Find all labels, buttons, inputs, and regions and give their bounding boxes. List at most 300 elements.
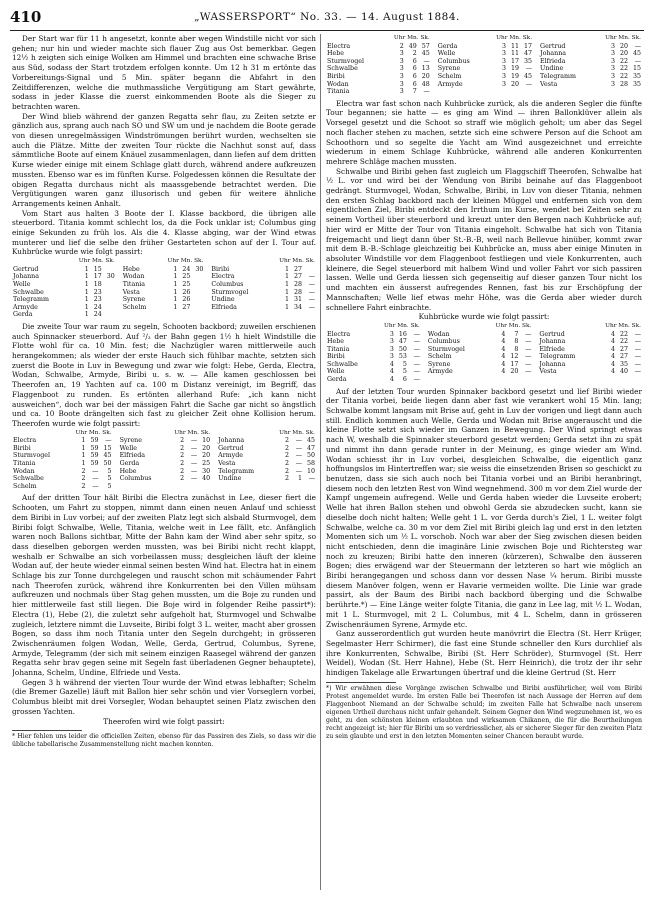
time-cell: 59 — [90, 452, 99, 460]
time-cell: 17 — [511, 57, 520, 65]
time-cell: 28 — [293, 280, 302, 288]
table-row — [12, 311, 316, 319]
table-row — [326, 353, 642, 361]
time-cell: 3 — [389, 338, 394, 346]
time-cell: 1 — [173, 265, 178, 273]
time-cell: 4 — [610, 353, 615, 361]
header-rule — [10, 30, 644, 31]
time-cell: 3 — [610, 80, 615, 88]
time-cell: 19 — [511, 65, 520, 73]
time-cell: — — [295, 437, 302, 445]
table-row — [326, 346, 642, 354]
time-cell: 24 — [93, 303, 102, 311]
boat-name-cell: Columbus — [427, 338, 460, 346]
time-cell: 1 — [84, 265, 89, 273]
boat-name-cell: Schelm — [122, 303, 147, 311]
time-cell: 20 — [511, 80, 520, 88]
boat-name-cell: Undine — [540, 65, 564, 73]
time-cell: 3 — [399, 80, 404, 88]
time-cell: 4 — [610, 330, 615, 338]
time-cell: — — [190, 475, 198, 483]
table-row — [12, 483, 316, 491]
boat-name-cell: Columbus — [211, 280, 244, 288]
time-cell: 35 — [632, 80, 641, 88]
table-row — [326, 361, 642, 369]
time-cell — [191, 311, 204, 319]
boat-name-cell: Telegramm — [540, 72, 576, 80]
time-cell: 47 — [524, 50, 533, 58]
column-header: Uhr Mn. Sk. — [605, 322, 641, 329]
table-row — [12, 475, 316, 483]
time-cell: 1 — [84, 280, 89, 288]
time-cell: 1 — [284, 280, 289, 288]
time-cell: — — [525, 360, 532, 368]
time-cell: — — [525, 353, 532, 361]
paragraph: Ganz ausserordentlich gut wurden heute manövrirt die Electra (St. Herr Krüger, Segelmaster Herr Schirmer), die fast eine Stunde schneller den Kurs durchlief als ihre Konkurrenten, Schwalbe, Biribi (St. Herr Schröder), Sturmvogel (St. Herr Weidel), Wodan (St. Herr Hahne), Hebe (St. Herr Heinrich), die trotz der ihr sehr hindigen Takelage alle Erwartungen übertraf und die kleine Gertrud (St. Herr — [326, 629, 642, 678]
time-cell — [103, 304, 116, 312]
boat-name-cell: Vesta — [122, 288, 140, 296]
boat-name-cell: Gertrud — [539, 330, 565, 338]
time-cell: — — [308, 303, 315, 311]
column-header: Uhr Mn. Sk. — [393, 35, 430, 41]
boat-name-cell: Columbus — [437, 57, 470, 65]
time-cell: — — [308, 280, 315, 288]
time-cell: 1 — [284, 303, 289, 311]
time-cell: 1 — [284, 273, 289, 281]
time-cell — [303, 311, 316, 319]
time-cell — [494, 88, 507, 96]
boat-name-cell: Armyde — [218, 452, 243, 460]
time-cell: 3 — [610, 65, 615, 73]
time-cell: 18 — [93, 280, 102, 288]
time-cell — [290, 483, 303, 491]
table-row — [326, 88, 642, 96]
time-cell: 31 — [293, 296, 302, 304]
time-cell: — — [295, 467, 302, 475]
time-cell: 16 — [398, 330, 407, 338]
time-cell: — — [634, 338, 641, 346]
footnote: *) Wir erwähnen diese Vorgänge zwischen Schwalbe und Biribi ausführlicher, weil vom Biribi Protest angemeldet wurde. Im ersten Falle bei Theerofen ist nach Aussage der Herren auf dem Flaggenboot Niemand an der Schwalbe schuld; im zweiten Falle hat Schwalbe nach unserem eigenen Urtheil durchaus nicht unfair gehandelt. Seinem Gegner den Wind wegzunehmen ist, wo es geht, zu den schönsten kleinen erlaubten und wirksamen Chikanen, die für die Beurtheilungen recht angezeigt ist; hier für Biribi um so verdriesslicher, als er sicherer Sieger für den zweiten Platz zu sein glaubte und erst in den letzten Momenten seiner Chancen beraubt wurde. — [326, 684, 642, 740]
time-cell: 4 — [389, 376, 394, 384]
time-cell: 3 — [399, 57, 404, 65]
time-cell: 3 — [399, 88, 404, 96]
time-cell: 1 — [84, 296, 89, 304]
table-row — [326, 331, 642, 339]
boat-name-cell: Sturmvogel — [427, 345, 465, 353]
time-cell: — — [525, 65, 533, 73]
boat-name-cell: Telegramm — [13, 296, 49, 304]
time-cell: 7 — [412, 88, 417, 96]
time-cell: — — [525, 330, 532, 338]
time-cell — [507, 88, 520, 96]
time-cell: 4 — [610, 368, 615, 376]
time-cell: — — [423, 88, 430, 96]
time-cell: 5 — [107, 467, 112, 475]
results-table-kuhbruecke-1 — [12, 258, 316, 319]
time-cell: — — [413, 330, 420, 338]
time-cell: 24 — [93, 311, 102, 319]
time-cell — [191, 289, 204, 297]
paragraph: Der Start war für 11 h angesetzt, konnte aber wegen Windstille nicht vor sich gehen; nur hin und wieder machte sich flauer Zug aus Ost bemerkbar. Gegen 12½ h zeigten sich einige Wolken am Himmel und brachten eine schwache Brise aus Süd, sodass der Start trotzdem erfolgen konnte. Um 12 h 31 m ertönte das Vorbereitungs-Signal und 5 Min. später begann die Abfahrt in den Zeitdifferenzen, welche die muthmassliche Vergütigung am Start gewährte, sodass in jeder Klasse die zuerst einkommenden Boote als die Sieger zu betrachten waren. — [12, 34, 316, 111]
time-cell: 20 — [619, 42, 628, 50]
time-cell: 5 — [107, 482, 112, 490]
time-cell: — — [634, 330, 641, 338]
boat-name-cell: Elfriede — [539, 345, 565, 353]
boat-name-cell: Electra — [211, 273, 235, 281]
time-cell: 2 — [180, 452, 185, 460]
table-row — [326, 368, 642, 376]
results-table-kuhbruecke-2 — [326, 323, 642, 384]
time-cell — [277, 483, 290, 491]
time-cell: — — [308, 475, 315, 483]
time-cell: 3 — [502, 80, 507, 88]
boat-name-cell: Wodan — [13, 467, 35, 475]
running-head: „WASSERSPORT“ No. 33. — 14. August 1884. — [194, 11, 460, 23]
boat-name-cell: Vesta — [539, 368, 557, 376]
time-cell: 1 — [297, 475, 302, 483]
time-cell: 4 — [501, 368, 506, 376]
table-header-row — [12, 258, 316, 266]
boat-name-cell: Gertrud — [218, 444, 244, 452]
time-cell: 3 — [502, 57, 507, 65]
time-cell: — — [525, 80, 533, 88]
time-cell: 19 — [511, 72, 520, 80]
column-header: Uhr Mn. Sk. — [167, 258, 204, 265]
time-cell: 3 — [502, 65, 507, 73]
time-cell: 4 — [501, 353, 506, 361]
time-cell: 1 — [284, 288, 289, 296]
time-cell: 6 — [412, 65, 417, 73]
time-cell: 2 — [284, 452, 289, 460]
boat-name-cell: Schelm — [427, 353, 452, 361]
time-cell: — — [295, 444, 302, 452]
time-cell — [603, 376, 616, 384]
time-cell: 2 — [180, 460, 185, 468]
footnote-rule — [326, 682, 396, 683]
boat-name-cell: Hebe — [327, 338, 344, 346]
time-cell: — — [308, 296, 315, 304]
time-cell: 3 — [389, 345, 394, 353]
time-cell: — — [413, 353, 420, 361]
column-separator — [320, 34, 321, 890]
column-header: Uhr Mn. Sk. — [605, 35, 641, 41]
right-column — [326, 34, 642, 892]
time-cell: 1 — [84, 303, 89, 311]
time-cell: 5 — [402, 368, 407, 376]
time-cell: 2 — [399, 42, 404, 50]
time-cell: 49 — [408, 42, 417, 50]
time-cell: 3 — [399, 65, 404, 73]
time-cell: 1 — [81, 460, 86, 468]
time-cell: 57 — [421, 42, 430, 50]
boat-name-cell: Wodan — [122, 273, 145, 281]
time-cell: 12 — [510, 353, 519, 361]
time-cell: — — [423, 57, 430, 65]
time-cell: 47 — [398, 338, 407, 346]
time-cell: — — [190, 437, 198, 445]
time-cell: 3 — [610, 50, 615, 58]
time-cell: 53 — [398, 353, 407, 361]
paragraph: Theerofen wird wie folgt passirt: — [103, 716, 225, 726]
time-cell: 22 — [619, 57, 628, 65]
boat-name-cell: Schwalbe — [13, 475, 44, 483]
boat-name-cell: Johanna — [13, 273, 39, 281]
time-cell: 6 — [412, 57, 417, 65]
time-cell: 3 — [610, 72, 615, 80]
boat-name-cell: Syrene — [122, 296, 146, 304]
time-cell: — — [413, 345, 420, 353]
boat-name-cell — [427, 376, 493, 384]
boat-name-cell: Welle — [13, 280, 31, 288]
time-cell: 2 — [81, 467, 86, 475]
time-cell: — — [295, 460, 302, 468]
boat-name-cell: Hebe — [327, 50, 344, 58]
page-number: 410 — [10, 8, 42, 26]
time-cell: 35 — [524, 57, 533, 65]
time-cell: 20 — [510, 368, 519, 376]
time-cell: 20 — [202, 444, 211, 452]
time-cell — [185, 483, 198, 491]
time-cell: 4 — [501, 360, 506, 368]
time-cell: 30 — [106, 273, 115, 281]
time-cell: 27 — [293, 265, 302, 273]
boat-name-cell — [119, 483, 173, 491]
time-cell: 50 — [398, 345, 407, 353]
time-cell: 45 — [632, 50, 641, 58]
time-cell: 20 — [202, 452, 211, 460]
paragraph: Die zweite Tour war raum zu segeln, Schooten backbord; zuweilen erschienen auch Spinnacker steuerbord. Auf ²/₃ der Bahn gegen 1½ h hielt Windstille die Flotte wohl für ca. 10 Min. fest; die Nachzügler waren mittlerweile auch herangekommen; als wieder der erste Hauch sich fühlbar machte, setzten sich zuerst die Boote in Luv in Bewegung und zwar wie folgt: Hebe, Gerda, Electra, Wodan, Schwalbe, Armyde, Biribi u. s. w. — Alle kamen geschlossen bei Theerofen an, 19 Yachten auf ca. 100 m Distanz vereinigt, im Begriff, das Flaggenboot zu runden. Es ertönten allerhand Rufe: „ich kann nicht ausweichen“, doch war bei der mässigen Fahrt die Sache gar nicht so ängstlich und ca. 10 Boote drängelten sich fast zu gleicher Zeit ohne Kollision herum. Theerofen wurde wie folgt passirt: — [12, 321, 316, 428]
time-cell: — — [525, 338, 532, 346]
time-cell: 3 — [610, 42, 615, 50]
boat-name-cell: Hebe — [119, 467, 137, 475]
table-row — [326, 65, 642, 73]
time-cell: — — [634, 353, 641, 361]
time-cell — [519, 376, 532, 384]
footnote: * Hier fehlen uns leider die officiellen Zeiten, ebenso für das Passiren des Ziels, so dass wir die übliche tabellarische Zusammenstellung nicht machen konnten. — [12, 733, 316, 749]
column-header: Uhr Mn. Sk. — [279, 258, 315, 265]
time-cell: 34 — [293, 303, 302, 311]
time-cell: 4 — [501, 338, 506, 346]
time-cell: 1 — [81, 444, 86, 452]
time-cell — [303, 266, 316, 274]
time-cell — [277, 311, 290, 319]
boat-name-cell: Sturmvogel — [327, 57, 365, 65]
time-cell: 58 — [306, 460, 315, 468]
boat-name-cell: Elfrieda — [119, 452, 146, 460]
time-cell: — — [190, 452, 198, 460]
time-cell: 1 — [173, 303, 178, 311]
time-cell: 45 — [524, 72, 533, 80]
time-cell: 59 — [90, 437, 99, 445]
time-cell: 4 — [389, 368, 394, 376]
column-header: Uhr Mn. Sk. — [495, 322, 532, 329]
table-row — [12, 468, 316, 476]
time-cell: 11 — [511, 50, 520, 58]
paragraph: Electra war fast schon nach Kuhbrücke zurück, als die anderen Segler die fünfte Tour begannen; sie hatte — es ging am Wind — ihren Ballonklüver allein als Vorsegel gesetzt und die Schoot so straff wie möglich geholt; um aber das Segel noch flacher stehen zu machen, setzte sich eine schwere Person auf die Schoot am Schoothorn und so segelte die Yacht am Wind ausgezeichnet und erreichte wiederum in einem Schlage Kuhbrücke, während alle anderen Konkurrenten mehrere Schläge machen mussten. — [326, 98, 642, 166]
column-header: Uhr Mn. Sk. — [383, 322, 420, 329]
boat-name-cell: Sturmvogel — [211, 288, 249, 296]
table-row — [12, 289, 316, 297]
time-cell: — — [308, 273, 315, 281]
time-cell: 15 — [103, 444, 112, 452]
time-cell: 2 — [284, 437, 289, 445]
boat-name-cell: Johanna — [539, 360, 566, 368]
time-cell: — — [413, 338, 420, 346]
boat-name-cell — [217, 483, 277, 491]
table-row — [12, 266, 316, 274]
time-cell: 30 — [202, 467, 211, 475]
time-cell — [172, 483, 185, 491]
time-cell: 59 — [90, 460, 99, 468]
time-cell: 24 — [182, 265, 191, 273]
time-cell: 17 — [524, 42, 533, 50]
table-row — [326, 81, 642, 89]
time-cell: 7 — [514, 330, 519, 338]
time-cell: 2 — [284, 475, 289, 483]
time-cell — [103, 281, 116, 289]
time-cell: 2 — [284, 444, 289, 452]
boat-name-cell: Titania — [13, 460, 36, 468]
time-cell — [191, 304, 204, 312]
time-cell: 6 — [412, 72, 417, 80]
paragraph: Schwalbe und Biribi gehen fast zugleich um Flaggschiff Theerofen, Schwalbe hat ½ L. vor und wird bei der Wendung von Biribi beinahe auf das Flaggenboot gedrängt. Sturmvogel, Wodan, Schwalbe, Biribi, in Luv von dieser Titania, nehmen den ersten Schlag backbord nach der kleinen Müggel und entfernen sich von dem eigentlichen Ziel, Biribi entdeckt den Irrthum im Kurse, wendet bei Zeiten sehr zu seinem Vortheil über steuerbord und kreuzt unter den Bergen nach Kuhbrücke auf; hier wird er Mitte der Tour von Titania eingeholt. Schwalbe hat sich von Titania freigemacht und liegt dann über St.-B.-B, weil nach Bellevue hinüber, kommt zwar mit dem B.-B.-Schlage gleichzeitig bei Kuhbrücke an, muss aber einige Minuten in absoluter Windstille vor dem Flaggenboot festliegen und viele Konkurrenten, auch kleinere, die Segel steuerbord mit halbem Wind und voller Fahrt vor sich passiren lassen. Welle und Gerda liessen sich gegenseitig auf dieser ganzen Tour nicht los und machten ein äusserst aufregendes Rennen, fast bis zur Erschöpfung der Mannschaften; Welle lief etwas mehr Höhe, was die Gerda aber wieder durch schnellere Fahrt einbrachte. — [326, 166, 642, 312]
boat-name-cell: Telegramm — [218, 467, 255, 475]
time-cell: 17 — [510, 360, 519, 368]
boat-name-cell: Columbus — [119, 475, 152, 483]
time-cell: 4 — [389, 360, 394, 368]
boat-name-cell: Wodan — [427, 330, 450, 338]
time-cell: 22 — [619, 65, 628, 73]
time-cell: 22 — [619, 338, 628, 346]
table-row — [12, 273, 316, 281]
time-cell: 50 — [306, 452, 315, 460]
time-cell: 26 — [182, 296, 191, 304]
boat-name-cell: Sturmvogel — [13, 452, 51, 460]
boat-name-cell: Electra — [327, 42, 351, 50]
time-cell: — — [634, 368, 641, 376]
time-cell: 4 — [610, 338, 615, 346]
time-cell — [103, 296, 116, 304]
time-cell: 2 — [81, 482, 86, 490]
boat-name-cell: Schelm — [13, 482, 37, 490]
time-cell: 8 — [514, 345, 519, 353]
time-cell: — — [525, 368, 532, 376]
time-cell — [191, 296, 204, 304]
boat-name-cell: Electra — [327, 330, 351, 338]
boat-name-cell: Schwalbe — [13, 288, 44, 296]
table-row — [326, 50, 642, 58]
time-cell: 15 — [632, 65, 641, 73]
time-cell: 1 — [173, 280, 178, 288]
time-cell — [198, 483, 211, 491]
time-cell: 4 — [501, 330, 506, 338]
time-cell: 25 — [182, 280, 191, 288]
time-cell: 2 — [284, 460, 289, 468]
time-cell: 40 — [619, 368, 628, 376]
time-cell: — — [525, 345, 532, 353]
time-cell: 1 — [173, 288, 178, 296]
time-cell: 1 — [81, 437, 86, 445]
time-cell: — — [413, 376, 420, 384]
time-cell — [303, 483, 316, 491]
time-cell: 25 — [182, 273, 191, 281]
time-cell: — — [105, 437, 112, 445]
time-cell: 1 — [284, 265, 289, 273]
time-cell — [629, 88, 642, 96]
boat-name-cell: Undine — [218, 475, 242, 483]
time-cell — [493, 376, 506, 384]
time-cell: 26 — [182, 288, 191, 296]
paragraph: Der Wind blieb während der ganzen Regatta sehr flau, zu Zeiten setzte er gänzlich aus, sprang auch nach SO und SW um und je nachdem die Boote gerade von diesen unregelmässigen Windströmungen berührt wurden, wechselten sie auch die Plätze. Mitte der zweiten Tour rückte die Nachhut sonst auf, dass sämmtliche Boote auf einem Knäuel zusammenlagen, dann liefen auf dem dritten Kurse wieder einige mit einem Schlage glatt durch, während andere aufkreuzen mussten. Ebenso war es im fünften Kurse. Folgedessen können die Resultate der obigen Regatta durchaus nicht als maassgebende betrachtet werden. Die Vergütigungen waren ganz illusorisch und geben für weitere ähnliche Arrangements keinen Anhalt. — [12, 111, 316, 208]
time-cell: 35 — [632, 72, 641, 80]
boat-name-cell — [122, 311, 166, 319]
boat-name-cell: Electra — [13, 437, 37, 445]
boat-name-cell: Elfrieda — [211, 303, 237, 311]
boat-name-cell: Johanna — [540, 50, 567, 58]
boat-name-cell: Hebe — [122, 265, 140, 273]
time-cell — [506, 376, 519, 384]
boat-name-cell: Gerda — [327, 376, 347, 384]
time-cell: — — [190, 467, 198, 475]
time-cell: 5 — [402, 360, 407, 368]
time-cell: 30 — [195, 265, 204, 273]
time-cell: — — [413, 360, 420, 368]
time-cell: 15 — [93, 265, 102, 273]
boat-name-cell: Titania — [122, 280, 146, 288]
boat-name-cell: Wodan — [327, 80, 349, 88]
boat-name-cell: Biribi — [327, 353, 345, 361]
time-cell — [103, 289, 116, 297]
table-row — [12, 296, 316, 304]
time-cell — [103, 266, 116, 274]
column-header: Uhr Mn. Sk. — [279, 429, 315, 436]
boat-name-cell: Telegramm — [539, 353, 576, 361]
time-cell — [290, 311, 303, 319]
boat-name-cell: Gertrud — [13, 265, 39, 273]
time-cell: 47 — [306, 444, 315, 452]
time-cell: 27 — [619, 345, 628, 353]
boat-name-cell: Undine — [211, 296, 235, 304]
table-row — [12, 437, 316, 445]
time-cell: 5 — [107, 475, 112, 483]
boat-name-cell: Biribi — [327, 72, 345, 80]
time-cell: 2 — [180, 475, 185, 483]
boat-name-cell: Gerda — [119, 460, 140, 468]
time-cell — [616, 88, 629, 96]
boat-name-cell: Welle — [119, 444, 138, 452]
boat-name-cell: Johanna — [218, 437, 245, 445]
table-row — [326, 73, 642, 81]
time-cell: 6 — [402, 376, 407, 384]
paragraph: Vom Start aus halten 3 Boote der I. Klasse backbord, die übrigen alle steuerbord. Titania kommt schlecht los, da die Fock unklar ist; Columbus ging einige Sekunden zu früh los. Als die 4. Klasse abging, war der Wind etwas munterer und lief die selbe den früher Gestarteten schon auf der I. Tour auf. Kuhbrücke wurde wie folgt passirt: — [12, 208, 316, 257]
time-cell: — — [308, 288, 315, 296]
time-cell: 10 — [306, 467, 315, 475]
table-row — [326, 338, 642, 346]
time-cell: 4 — [501, 345, 506, 353]
time-cell: 3 — [502, 42, 507, 50]
boat-name-cell: Titania — [327, 345, 350, 353]
table-row — [12, 445, 316, 453]
time-cell: 2 — [284, 467, 289, 475]
time-cell: 4 — [610, 360, 615, 368]
boat-name-cell: Schwalbe — [327, 65, 358, 73]
table-row — [12, 460, 316, 468]
boat-name-cell — [538, 376, 603, 384]
time-cell: 45 — [103, 452, 112, 460]
time-cell: 3 — [389, 330, 394, 338]
time-cell: 2 — [180, 437, 185, 445]
boat-name-cell — [437, 88, 494, 96]
